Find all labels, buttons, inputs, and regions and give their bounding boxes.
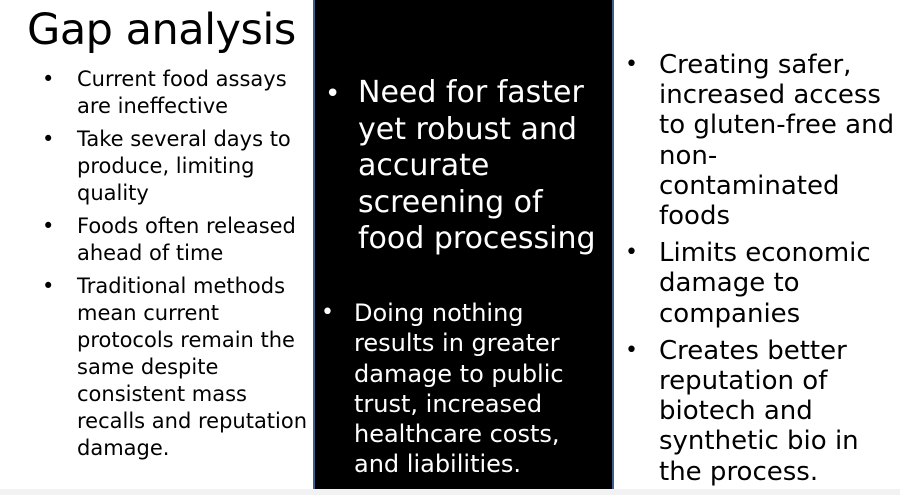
right-bullet-item [625,238,895,329]
right-bullet-text: Limits economic damage to companies [659,238,871,329]
slide-title: Gap analysis [27,5,296,55]
right-bullet-list [625,50,895,494]
bullet-dot-icon: • [42,214,55,238]
bullet-dot-icon: • [325,79,341,109]
bottom-strip [0,489,900,495]
bullet-dot-icon: • [625,52,638,77]
left-bullet-item [42,66,309,120]
left-bullet-item [42,126,309,207]
right-bullet-item [625,335,895,487]
bullet-dot-icon: • [42,127,55,151]
right-bullet-text: Creating safer, increased access to gluten-free and non-contaminated foods [659,50,895,232]
center-secondary-list [321,298,609,480]
left-bullet-text: Take several days to produce, limiting quality [77,127,291,205]
bullet-dot-icon: • [42,67,55,91]
left-bullet-text: Foods often released ahead of time [77,214,296,265]
center-secondary-text: Doing nothing results in greater damage to public trust, increased healthcare costs, and liabilities. [354,299,564,479]
center-panel [313,0,614,489]
center-headline-text: Need for faster yet robust and accurate screening of food processing [358,75,596,256]
left-bullet-item [42,213,309,267]
bullet-dot-icon: • [625,240,638,266]
left-bullet-text: Traditional methods mean current protocols remain the same despite consistent mass recalls and reputation damage. [77,274,308,460]
bullet-dot-icon: • [321,300,334,325]
right-bullet-text: Creates better reputation of biotech and synthetic bio in the process. [659,335,859,487]
left-bullet-text: Current food assays are ineffective [77,67,287,118]
center-headline-item [325,75,613,258]
left-bullet-list [42,66,309,468]
center-secondary-item [321,298,609,480]
bullet-dot-icon: • [42,274,55,298]
center-headline-list [325,75,613,258]
left-bullet-item [42,273,309,462]
bullet-dot-icon: • [625,337,638,363]
right-bullet-item [625,50,895,232]
